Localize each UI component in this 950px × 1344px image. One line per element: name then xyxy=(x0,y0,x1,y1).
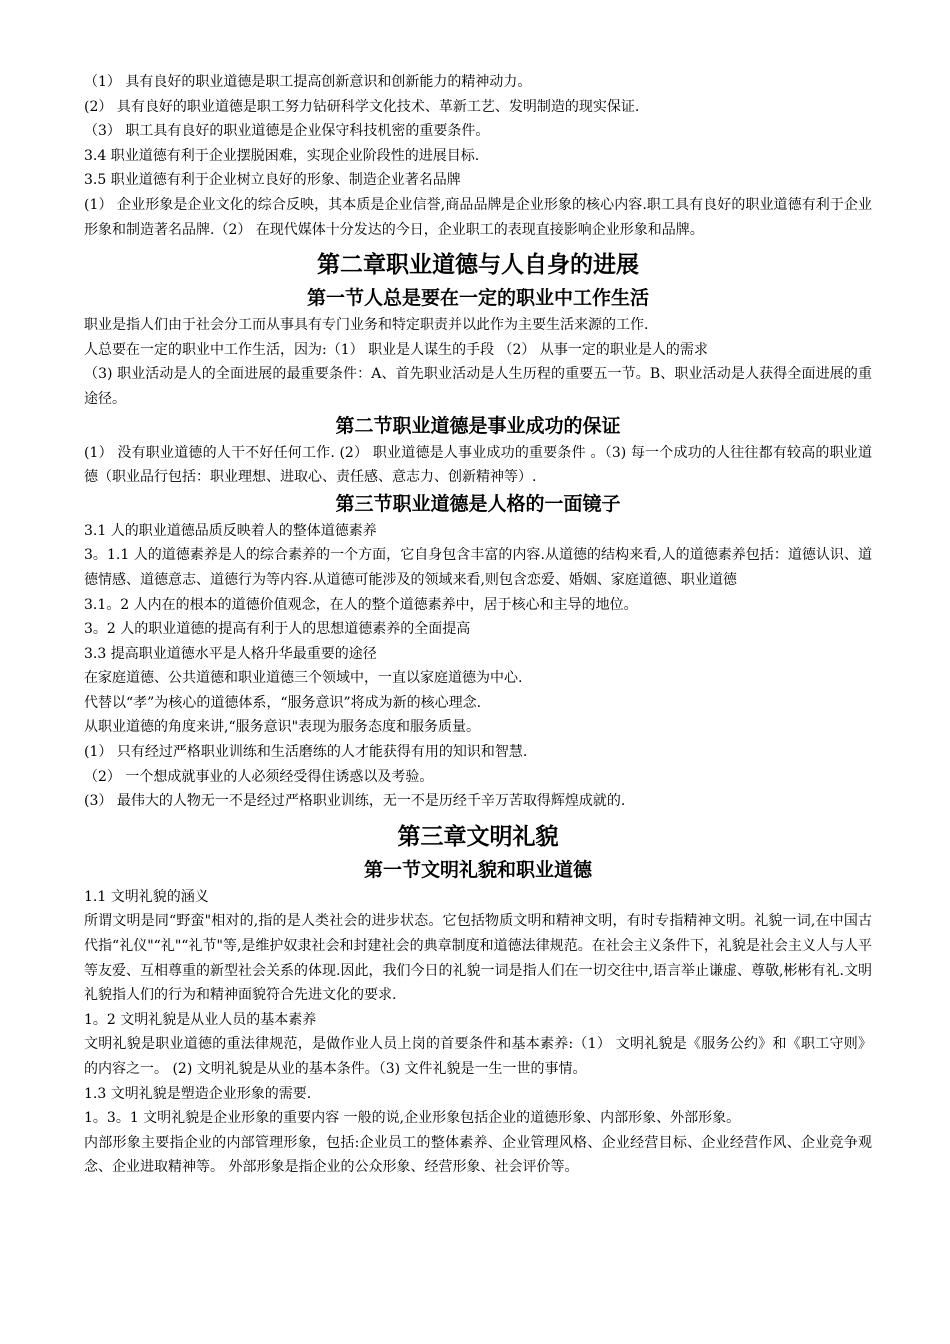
paragraph: (3） 最伟大的人物无一不是经过严格职业训练，无一不是历经千辛万苦取得辉煌成就的. xyxy=(84,793,626,810)
chapter-title: 第二章职业道德与人自身的进展 xyxy=(317,251,639,279)
paragraph: 3。2 人的职业道德的提高有利于人的思想道德素养的全面提高 xyxy=(84,621,471,638)
paragraph: 3.5 职业道德有利于企业树立良好的形象、制造企业著名品牌 xyxy=(84,172,461,189)
paragraph: (1） 只有经过严格职业训练和生活磨练的人才能获得有用的知识和智慧. xyxy=(84,744,528,761)
paragraph: 3。1.1 人的道德素养是人的综合素养的一个方面，它自身包含丰富的内容.从道德的结构来看,人的道德素养包括：道德认识、道德情感、道德意志、道德行为等内容.从道德可能涉及的领域来看,则包含恋爱、婚姻、家庭道德、职业道德 xyxy=(84,547,872,588)
section-title: 第一节人总是要在一定的职业中工作生活 xyxy=(306,287,649,310)
section-title: 第三节职业道德是人格的一面镜子 xyxy=(335,492,621,515)
paragraph: (2） 具有良好的职业道德是职工努力钻研科学文化技术、革新工艺、发明制造的现实保证. xyxy=(84,98,640,115)
paragraph: 1.3 文明礼貌是塑造企业形象的需要. xyxy=(84,1085,312,1102)
section-title: 第一节文明礼貌和职业道德 xyxy=(363,858,592,881)
paragraph: （1） 具有良好的职业道德是职工提高创新意识和创新能力的精神动力。 xyxy=(84,74,532,90)
section-title: 第二节职业道德是事业成功的保证 xyxy=(335,414,621,437)
paragraph: 在家庭道德、公共道德和职业道德三个领域中，一直以家庭道德为中心. xyxy=(84,670,523,687)
paragraph: （3） 职工具有良好的职业道德是企业保守科技机密的重要条件。 xyxy=(84,123,490,140)
paragraph: 3.1。2 人内在的根本的道德价值观念，在人的整个道德素养中，居于核心和主导的地位。 xyxy=(84,596,638,613)
paragraph: 代替以“孝”为核心的道德体系，“服务意识”将成为新的核心理念. xyxy=(84,694,482,711)
paragraph: 3.1 人的职业道德品质反映着人的整体道德素养 xyxy=(84,522,377,539)
paragraph: 1.1 文明礼貌的涵义 xyxy=(84,888,209,905)
paragraph: 3.3 提高职业道德水平是人格升华最重要的途径 xyxy=(84,645,377,662)
paragraph: 所谓文明是同“野蛮"相对的,指的是人类社会的进步状态。它包括物质文明和精神文明，有时专指精神文明。礼貌一词,在中国古代指“礼仪"“礼"“礼节"等,是维护奴隶社会和封建社会的典章制度和道德法律规范。在社会主义条件下，礼貌是社会主义人与人平等友爱、互相尊重的新型社会关系的体现.因此，我们今日的礼貌一词是指人们在一切交往中,语言举止谦虚、尊敬,彬彬有礼.文明礼貌指人们的行为和精神面貌符合先进文化的要求. xyxy=(84,913,872,1004)
paragraph: 职业是指人们由于社会分工而从事具有专门业务和特定职责并以此作为主要生活来源的工作. xyxy=(84,317,649,334)
paragraph: 1。3。1 文明礼貌是企业形象的重要内容 一般的说,企业形象包括企业的道德形象、内部形象、外部形象。 xyxy=(84,1110,741,1127)
paragraph: 从职业道德的角度来讲,“服务意识"表现为服务态度和服务质量。 xyxy=(84,719,481,736)
paragraph: 3.4 职业道德有利于企业摆脱困难，实现企业阶段性的进展目标. xyxy=(84,147,480,164)
paragraph: 1。2 文明礼貌是从业人员的基本素养 xyxy=(84,1011,317,1028)
chapter-title: 第三章文明礼貌 xyxy=(397,822,559,850)
paragraph: (1） 没有职业道德的人干不好任何工作. (2） 职业道德是人事业成功的重要条件 。（3) 每一个成功的人往往都有较高的职业道德（职业品行包括：职业理想、进取心、责任感、意志力、创新精神等）. xyxy=(84,444,872,486)
paragraph: (1） 企业形象是企业文化的综合反映，其本质是企业信誉,商品品牌是企业形象的核心内容.职工具有良好的职业道德有利于企业形象和制造著名品牌.（2） 在现代媒体十分发达的今日，企业职工的表现直接影响企业形象和品牌。 xyxy=(84,196,872,238)
paragraph: （2） 一个想成就事业的人必须经受得住诱惑以及考验。 xyxy=(84,768,434,785)
paragraph: 人总要在一定的职业中工作生活，因为:（1） 职业是人谋生的手段 （2） 从事一定的职业是人的需求 xyxy=(84,341,708,358)
paragraph: 内部形象主要指企业的内部管理形象，包括:企业员工的整体素养、企业管理风格、企业经营目标、企业经营作风、企业竞争观念、企业进取精神等。 外部形象是指企业的公众形象、经营形象、社会评价等。 xyxy=(84,1134,872,1176)
document-body xyxy=(84,70,872,1180)
paragraph: （3) 职业活动是人的全面进展的最重要条件：A、首先职业活动是人生历程的重要五一节。B、职业活动是人获得全面进展的重途径。 xyxy=(84,366,872,407)
paragraph: 文明礼貌是职业道德的重法律规范，是做作业人员上岗的首要条件和基本素养:（1） 文明礼貌是《服务公约》和《职工守则》的内容之一。 (2) 文明礼貌是从业的基本条件。（3) 文件礼貌是一生一世的事情。 xyxy=(84,1036,872,1077)
